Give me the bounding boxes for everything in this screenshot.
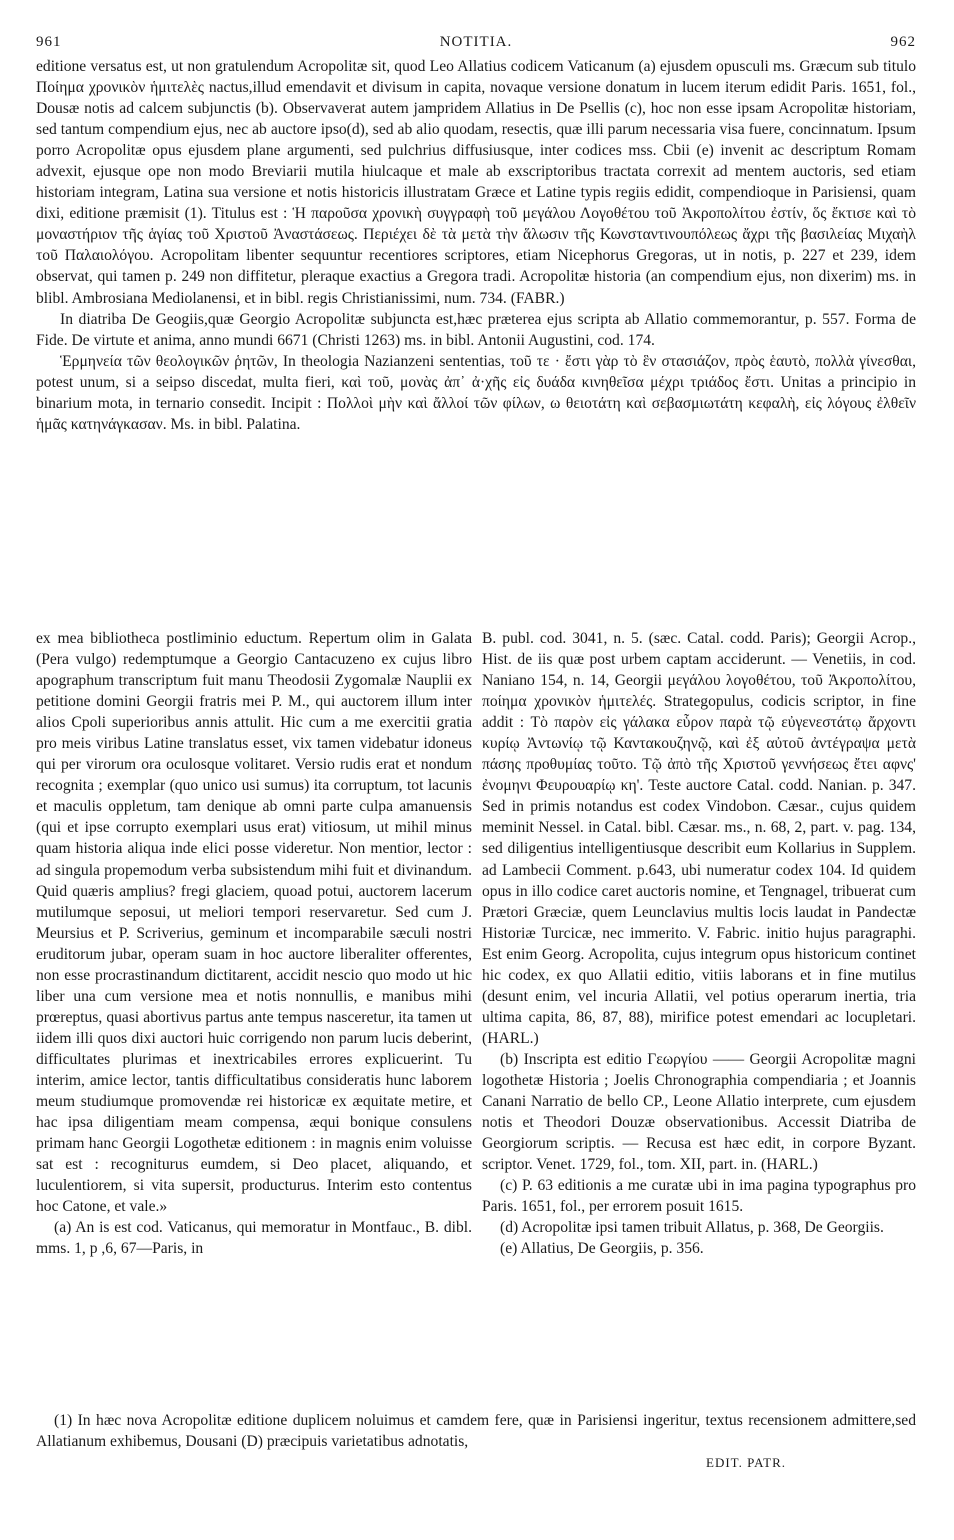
- note-a: (a) An is est cod. Vaticanus, qui memoratur in Montfauc., B. dibl. mms. 1, p ,6, 67—Paris, in: [36, 1219, 472, 1258]
- two-column-section: [36, 628, 916, 1398]
- running-title: NOTITIA.: [439, 34, 513, 50]
- main-text: [36, 56, 916, 435]
- note-d: (d) Acropolitæ ipsi tamen tribuit Allatus, p. 368, De Georgiis.: [500, 1219, 884, 1237]
- left-column-text: ex mea bibliotheca postliminio eductum. Repertum olim in Galata (Pera vulgo) redemptumque a Georgio Cantacuzeno ex cujus libro apographum transcriptum fuit manu Theodosii Zygomalæ Nauplii ex petitione domini Georgii fratris mei P. M., qui auctorem illum inter alios Cpoli superioribus annis attulit. Hic cum a me exercitii gratia pro meis viribus Latine translatus esset, vix tamen videbatur idoneus qui per virorum ora oculosque volitaret. Versio rudis erat et nondum recognita ; exemplar (quo unico usi sumus) ita corruptum, tot lacunis et maculis oppletum, tam denique ab omni parte culpa amanuensis (qui et ipse corrupto exemplari usus erat) vitiosum, ut mihil minus quam historia aliqua inde elici posse videretur. Non mentior, lector : ad singula propemodum verba subsistendum mihi fuit et divinandum. Quid quæris amplius? fregi glaciem, quoad potui, auctorem lacerum mutilumque seposui, ut meliori tempori reservaretur. Sed cum J. Meursius et P. Scriverius, geminum et incomparabile sæculi nostri eruditorum jubar, operam suam in hoc auctore liberaliter offerentes, non esse procrastinandum dictitarent, accidit nescio quo modo ut hic liber una cum versione mea et notis nonnullis, e manibus mihi prœreptus, quasi abortivus partus ante tempus nasceretur, ita tamen ut iidem illi quos dixi auctori huic corrigendo non parum lucis deberint, difficultates plurimas et inextricabiles errores explicuerint. Tu interim, amice lector, tantis difficultatibus consideratis hunc laborem meum studiumque promovendæ rei historicæ ex æquitate metire, et hac ipsa diligentiam meam compensa, æqui bonique consulens primam hanc Georgii Logothetæ editionem : in magnis enim voluisse sat est : recogniturus eumdem, si Deo placet, aliquando, et luculentiorem, si vita supersit, producturus. Interim esto contentus hoc Catone, et vale.»: [36, 630, 472, 1216]
- paragraph-de-geogiis: In diatriba De Geogiis,quæ Georgio Acropolitæ subjuncta est,hæc præterea ejus scripta ab Allatio commemorantur, p. 557. Forma de Fide. De virtute et anima, anno mundi 6671 (Christi 1263) ms. in bibl. Antonii Augustini, cod. 174.: [36, 310, 916, 349]
- note-e: (e) Allatius, De Georgiis, p. 356.: [500, 1240, 704, 1258]
- page-number-right: 962: [890, 34, 916, 50]
- note-b: (b) Inscripta est editio Γεωργίου —— Georgii Acropolitæ magni logothetæ Historia ; Joelis Chronographia compendiaria ; et Joannis Canani Narratio de bello CP., Leone Allatio interprete, cum ejusdem notis et Theodori Douzæ observationibus. Accessit Diatriba de Georgiorum scriptis. — Recusa est hæc edit, in corpore Byzant. scriptor. Venet. 1729, fol., tom. XII, part. in. (HARL.): [482, 1050, 916, 1174]
- editor-signature: EDIT. PATR.: [706, 1455, 786, 1470]
- page-number-left: 961: [36, 34, 62, 50]
- footnote-text: (1) In hæc nova Acropolitæ editione duplicem noluimus et camdem fere, quæ in Parisiensi ingeritur, textus recensionem admittere,sed Allatianum exhibemus, Dousani (D) præcipuis varietatibus adnotatis,: [36, 1412, 916, 1450]
- footnote: [36, 1410, 916, 1473]
- paragraph-acropolita-editions: editione versatus est, ut non gratulendum Acropolitæ sit, quod Leo Allatius codicem Vaticanum (a) ejusdem opusculi ms. Græcum sub titulo Ποίημα χρονικὸν ἡμιτελὲς nactus,illud emendavit et divisum in capita, novaque versione donatum in lucem iterum edidit Paris. 1651, fol., Dousæ notis ad calcem subjunctis (b). Observaverat autem jampridem Allatius in De Psellis (c), hoc non esse ipsam Acropolitæ historiam, sed tantum compendium ejus, nec ab auctore ipso(d), sed ab alio quodam, resectis, quæ illi parum necessaria visa fuere, concinnatum. Ipsum porro Acropolitæ opus ejusdem plane argumenti, sed pulchrius diffusiusque, inter codices mss. Cbii (e) invenit ac descriptum Romam advexit, ejusque ope non modo Breviarii mutila hiulcaque et male ab exscriptoribus tractata correxit ad mentem auctoris, sed etiam historiam integram, Latina sua versione et notis historicis illustratam Græce et Latine typis regiis edidit, compendioque in Parisiensi, quam dixi, editione præmisit (1). Titulus est : Ἡ παροῦσα χρονικὴ συγγραφὴ τοῦ μεγάλου Λογοθέτου τοῦ Ἀκροπολίτου ἐστίν, ὅς ἔκτισε καὶ τὸ μοναστήριον τῆς ἁγίας τοῦ Χριστοῦ Ἀναστάσεως. Περιέχει δὲ τὰ μετὰ τὴν ἅλωσιν τῆς Κωνσταντινουπόλεως ἄχρι τῆς βασιλείας Μιχαὴλ τοῦ Παλαιολόγου. Acropolitam libenter sequuntur recentiores scriptores, etiam Nicephorus Gregoras, ut in notis, p. 227 et 239, idem observat, qui tamen p. 249 non diffitetur, pleraque exactius a Gregora tradi. Acropolitæ historia (an compendium ejus, non dixerim) ms. in blibl. Ambrosiana Mediolanensi, et in bibl. regis Christianissimi, num. 734. (FABR.): [36, 58, 916, 307]
- paragraph-hermeneia: Ἑρμηνεία τῶν θεολογικῶν ῥητῶν, In theologia Nazianzeni sententias, τοῦ τε · ἔστι γὰρ τὸ ἓν στασιάζον, πρὸς ἑαυτὸ, πολλὰ γίνεσθαι, potest unum, si a seipso discedat, multa fieri, καὶ τοῦ, μονὰς ἀπ᾽ ἀ·χῆς εἰς δυάδα κινηθεῖσα μέχρι τριάδος ἔστι. Unitas a principio in binarium mota, in ternario consedit. Incipit : Πολλοὶ μὴν καὶ ἄλλοί τῶν φίλων, ω θειοτάτη καὶ σεβασμιωτάτη κεφαλὴ, εἰς λόγους ἐλθεῖν ἡμᾶς κατηνάγκασαν. Ms. in bibl. Palatina.: [36, 352, 916, 433]
- running-header: [36, 34, 916, 56]
- note-a-continued: B. publ. cod. 3041, n. 5. (sæc. Catal. codd. Paris); Georgii Acrop., Hist. de iis quæ post urbem captam acciderunt. — Venetiis, in cod. Naniano 154, n. 14, Georgii μεγάλου λογοθέτου, τοῦ Ἀκροπολίτου, ποίημα χρονικὸν ἡμιτελές. Strategopulus, codicis scriptor, in fine addit : Τὸ παρὸν εἰς γάλακα εὗρον παρὰ τῷ εὐγενεστάτῳ ἄρχοντι κυρίῳ Ἀντωνίῳ τῷ Καντακουζηνῷ, καὶ ἐξ αὐτοῦ ἀντέγραψα μετὰ πάσης προθυμίας τοῦτο. Τῷ ἀπὸ τῆς Χριστοῦ γεννήσεως ἔτει αφνς' ἐνομηνι Φευρουαρίῳ κη'. Teste auctore Catal. codd. Nanian. p. 347. Sed in primis notandus est codex Vindobon. Cæsar., cujus quidem meminit Nessel. in Catal. bibl. Cæsar. ms., n. 68, 2, part. v. pag. 134, sed diligentius intelligentiusque describit eum Kollarius in Supplem. ad Lambecii Comment. p.643, ubi numeratur codex 104. Id quidem opus in illo codice caret auctoris nomine, et Tengnagel, tribuerat cum Prætori Græciæ, quem Leunclavius multis locis laudat in Pandectæ Historiæ Turcicæ, nec immerito. V. Fabric. initio hujus paragraphi. Est enim Georg. Acropolita, cujus integrum opus historicum continet hic codex, ex quo Allatii editio, vitiis laborans et in fine mutilus (desunt enim, vel incuria Allatii, vel potius operarum inertia, tria ultima capita, 86, 87, 88), mirifice potest emendari ac locupletari. (HARL.): [482, 630, 916, 1047]
- left-column: [36, 628, 472, 1259]
- right-column: [482, 628, 916, 1259]
- note-c: (c) P. 63 editionis a me curatæ ubi in ima pagina typographus pro Paris. 1651, fol., per errorem posuit 1615.: [482, 1177, 916, 1216]
